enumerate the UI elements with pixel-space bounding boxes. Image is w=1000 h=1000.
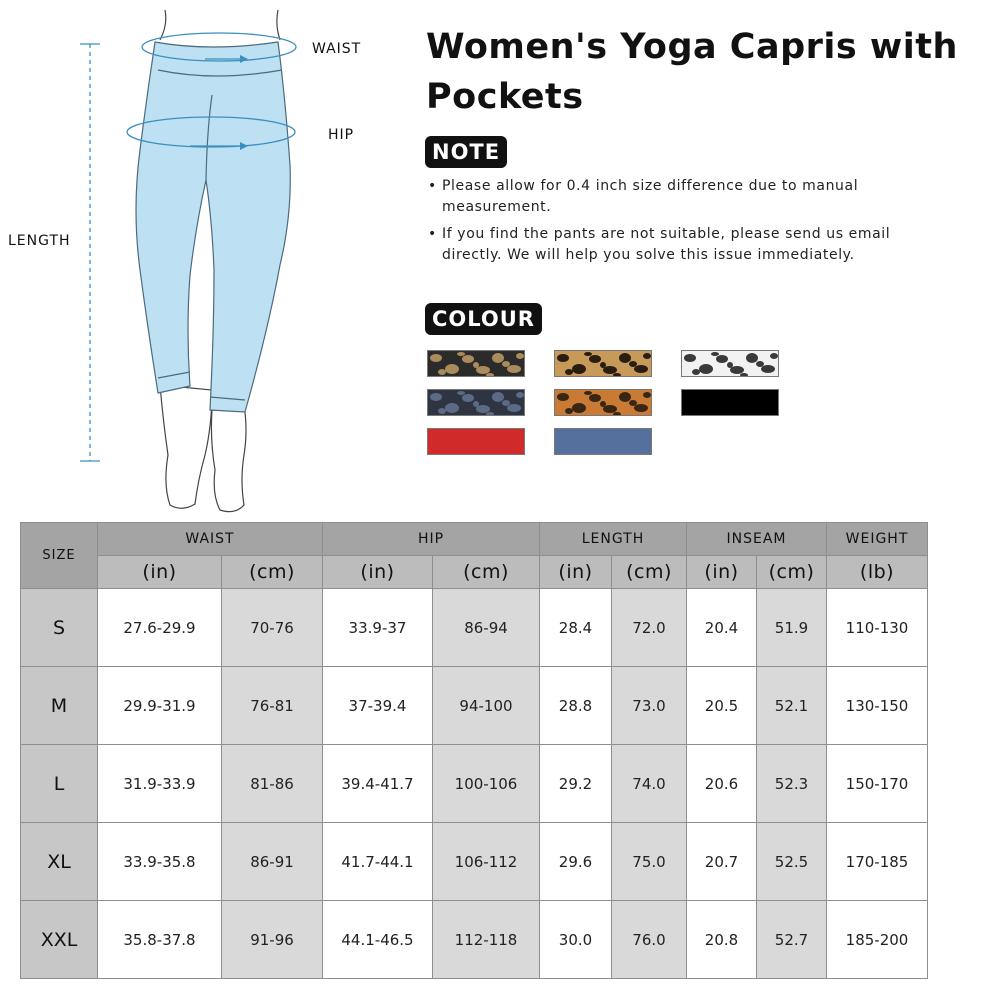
- size-cell: XL: [21, 823, 98, 901]
- waist-label: WAIST: [312, 41, 362, 57]
- unit-header: (in): [540, 556, 612, 589]
- measurement-cell: 20.7: [687, 823, 757, 901]
- table-row: [21, 901, 928, 979]
- hip-label: HIP: [328, 127, 355, 143]
- measurement-cell: 86-94: [433, 589, 540, 667]
- size-cell: M: [21, 667, 98, 745]
- measurement-cell: 112-118: [433, 901, 540, 979]
- size-chart-table: [20, 522, 928, 979]
- measurement-cell: 35.8-37.8: [98, 901, 222, 979]
- measurement-cell: 170-185: [827, 823, 928, 901]
- measurement-cell: 28.4: [540, 589, 612, 667]
- leggings-figure-icon: [0, 0, 420, 520]
- measurement-cell: 73.0: [612, 667, 687, 745]
- unit-header: (cm): [612, 556, 687, 589]
- measurement-cell: 76.0: [612, 901, 687, 979]
- unit-header: (in): [323, 556, 433, 589]
- measurement-cell: 74.0: [612, 745, 687, 823]
- swatch-black: [681, 389, 779, 416]
- measurement-cell: 28.8: [540, 667, 612, 745]
- measurement-cell: 41.7-44.1: [323, 823, 433, 901]
- swatch-red: [427, 428, 525, 455]
- swatch-blue: [554, 428, 652, 455]
- leggings-illustration: [0, 0, 420, 520]
- unit-header: (lb): [827, 556, 928, 589]
- unit-header: (cm): [222, 556, 323, 589]
- measurement-cell: 130-150: [827, 667, 928, 745]
- size-cell: XXL: [21, 901, 98, 979]
- measurement-cell: 70-76: [222, 589, 323, 667]
- table-row: [21, 745, 928, 823]
- measurement-cell: 39.4-41.7: [323, 745, 433, 823]
- unit-header: (in): [98, 556, 222, 589]
- measurement-cell: 106-112: [433, 823, 540, 901]
- leopard-pattern-icon: [428, 351, 525, 377]
- length-label: LENGTH: [8, 233, 71, 249]
- hip-header: HIP: [323, 523, 540, 556]
- measurement-cell: 91-96: [222, 901, 323, 979]
- measurement-cell: 33.9-37: [323, 589, 433, 667]
- weight-header: WEIGHT: [827, 523, 928, 556]
- swatch-orange-leopard: [554, 389, 652, 416]
- table-row: [21, 667, 928, 745]
- leopard-pattern-icon: [428, 390, 525, 416]
- measurement-cell: 81-86: [222, 745, 323, 823]
- leopard-pattern-icon: [555, 390, 652, 416]
- unit-header: (cm): [757, 556, 827, 589]
- size-header: SIZE: [21, 523, 98, 589]
- colour-badge: COLOUR: [425, 303, 542, 335]
- measurement-cell: 33.9-35.8: [98, 823, 222, 901]
- table-row: [21, 589, 928, 667]
- measurement-cell: 20.6: [687, 745, 757, 823]
- measurement-cell: 76-81: [222, 667, 323, 745]
- measurement-cell: 29.9-31.9: [98, 667, 222, 745]
- measurement-cell: 86-91: [222, 823, 323, 901]
- measurement-cell: 30.0: [540, 901, 612, 979]
- measurement-cell: 37-39.4: [323, 667, 433, 745]
- leopard-pattern-icon: [682, 351, 779, 377]
- measurement-cell: 31.9-33.9: [98, 745, 222, 823]
- waist-header: WAIST: [98, 523, 323, 556]
- measurement-cell: 52.7: [757, 901, 827, 979]
- measurement-cell: 44.1-46.5: [323, 901, 433, 979]
- measurement-cell: 75.0: [612, 823, 687, 901]
- note-item: • If you find the pants are not suitable, please send us email directly. We will help you solve this issue immediately.: [428, 224, 948, 266]
- measurement-cell: 52.3: [757, 745, 827, 823]
- unit-header: (in): [687, 556, 757, 589]
- length-header: LENGTH: [540, 523, 687, 556]
- measurement-cell: 20.8: [687, 901, 757, 979]
- unit-header: (cm): [433, 556, 540, 589]
- swatch-white-leopard: [681, 350, 779, 377]
- inseam-header: INSEAM: [687, 523, 827, 556]
- product-title: Women's Yoga Capris with Pockets: [426, 27, 958, 117]
- measurement-cell: 110-130: [827, 589, 928, 667]
- measurement-cell: 20.4: [687, 589, 757, 667]
- size-cell: S: [21, 589, 98, 667]
- measurement-cell: 51.9: [757, 589, 827, 667]
- note-item: • Please allow for 0.4 inch size difference due to manual measurement.: [428, 176, 948, 218]
- measurement-cell: 20.5: [687, 667, 757, 745]
- measurement-cell: 185-200: [827, 901, 928, 979]
- note-list: [428, 176, 948, 272]
- leggings-shape: [136, 42, 290, 412]
- measurement-cell: 29.6: [540, 823, 612, 901]
- swatch-navy-leopard: [427, 389, 525, 416]
- swatch-brown-leopard: [554, 350, 652, 377]
- note-badge: NOTE: [425, 136, 507, 168]
- measurement-cell: 52.5: [757, 823, 827, 901]
- measurement-cell: 27.6-29.9: [98, 589, 222, 667]
- measurement-cell: 52.1: [757, 667, 827, 745]
- table-row: [21, 823, 928, 901]
- swatch-black-leopard: [427, 350, 525, 377]
- size-cell: L: [21, 745, 98, 823]
- leopard-pattern-icon: [555, 351, 652, 377]
- measurement-cell: 100-106: [433, 745, 540, 823]
- measurement-cell: 150-170: [827, 745, 928, 823]
- measurement-cell: 94-100: [433, 667, 540, 745]
- measurement-cell: 29.2: [540, 745, 612, 823]
- measurement-cell: 72.0: [612, 589, 687, 667]
